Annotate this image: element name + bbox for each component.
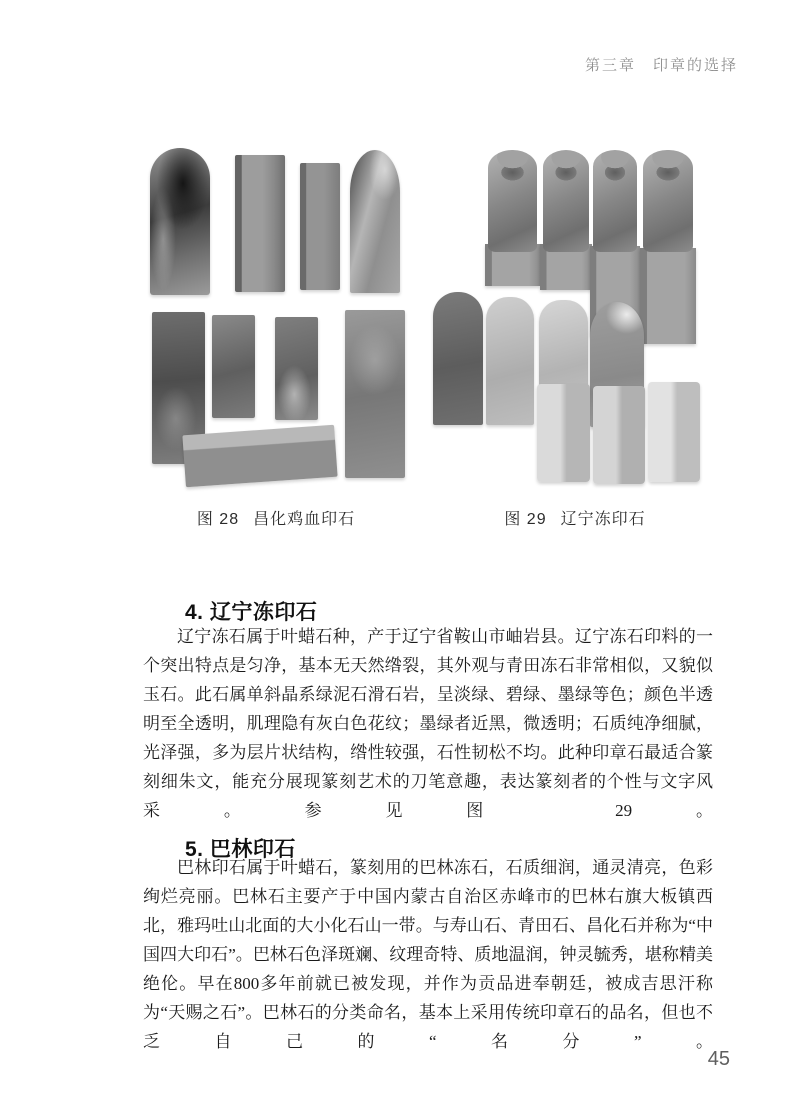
- carved-figure: [488, 150, 537, 252]
- seal-stone-rounded-dark: [433, 292, 483, 425]
- seal-base: [640, 248, 696, 344]
- figure-29-caption: [432, 506, 718, 529]
- seal-stone-rect: [275, 317, 318, 420]
- figure-29-number: 图 29: [504, 511, 547, 528]
- seal-stone-rounded: [350, 150, 400, 293]
- seal-stone-square: [593, 386, 645, 484]
- seal-stone-rect: [300, 163, 340, 290]
- seal-stone-block-horizontal: [182, 425, 337, 487]
- seal-stone-rect: [212, 315, 255, 418]
- carved-figure: [543, 150, 589, 252]
- figure-28-photo: [138, 142, 414, 494]
- carved-figure-seal: [485, 150, 540, 286]
- carved-figure: [593, 150, 637, 252]
- page-number: 45: [707, 1048, 730, 1070]
- seal-stone-rounded: [486, 297, 534, 425]
- carved-figure-seal: [540, 150, 592, 290]
- seal-stone-square: [648, 382, 700, 482]
- running-header: 第三章 印章的选择: [584, 57, 738, 74]
- carved-figure: [643, 150, 693, 252]
- seal-stone-rect: [345, 310, 405, 478]
- figure-28-number: 图 28: [196, 511, 240, 528]
- seal-stone-rounded-dark: [150, 148, 210, 295]
- section-4-heading: 4. 辽宁冻印石: [185, 601, 318, 624]
- section-5-heading: 5. 巴林印石: [185, 838, 296, 861]
- figure-28-caption: [138, 506, 414, 529]
- section-4-body: 辽宁冻石属于叶蜡石种，产于辽宁省鞍山市岫岩县。辽宁冻石印料的一个突出特点是匀净，基本无天然绺裂，其外观与青田冻石非常相似，又貌似玉石。此石属单斜晶系绿泥石滑石岩，呈淡绿、碧绿、墨绿等色；颜色半透明至全透明，肌理隐有灰白色花纹；墨绿者近黑，微透明；石质纯净细腻，光泽强，多为层片状结构，绺性较强，石性韧松不均。此种印章石最适合篆刻细朱文，能充分展现篆刻艺术的刀笔意趣，表达篆刻者的个性与文字风采。参见图 29。: [143, 627, 713, 820]
- figure-28-title: 昌化鸡血印石: [253, 511, 356, 528]
- seal-stone-rect: [235, 155, 285, 292]
- figure-29-title: 辽宁冻印石: [560, 511, 646, 528]
- figure-29-photo: [432, 142, 718, 494]
- seal-stone-square: [537, 384, 590, 482]
- section-5-body: 巴林印石属于叶蜡石，篆刻用的巴林冻石，石质细润，通灵清亮，色彩绚烂亮丽。巴林石主要产于中国内蒙古自治区赤峰市的巴林右旗大板镇西北，雅玛吐山北面的大小化石山一带。与寿山石、青田石、昌化石并称为“中国四大印石”。巴林石色泽斑斓、纹理奇特、质地温润，钟灵毓秀，堪称精美绝伦。早在800多年前就已被发现，并作为贡品进奉朝廷，被成吉思汗称为“天赐之石”。巴林石的分类命名，基本上采用传统印章石的品名，但也不乏自己的“名分”。: [143, 858, 713, 1051]
- carved-figure-seal: [640, 150, 696, 344]
